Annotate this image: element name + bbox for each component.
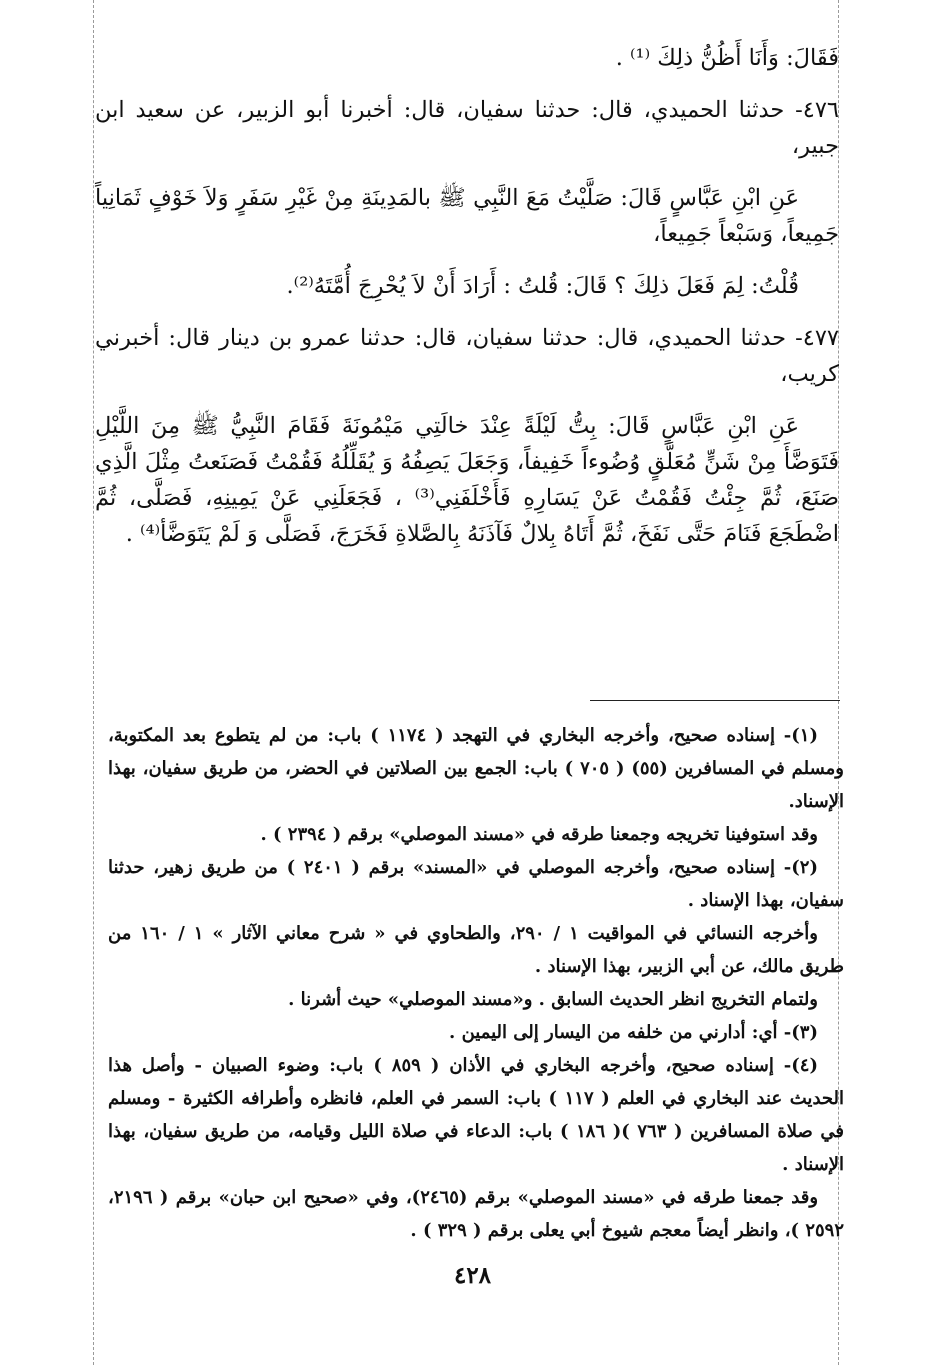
hadith-476-matn: عَنِ ابْنِ عَبَّاسٍ قَالَ: صَلَّيْتُ مَعَ النَّبِي ﷺ بالمَدِينَةِ مِنْ غَيْرِ سَفَرٍ وَلاَ خَوْفٍ ثَمَانِياً جَمِيعاً، وَسَبْعاً جَمِيعاً،: [95, 185, 839, 247]
footnote-2-extra: وأخرجه النسائي في المواقيت ١ / ٢٩٠، والطحاوي في « شرح معاني الآثار » ١ / ١٦٠ من طريق مالك، عن أبي الزبير، بهذا الإسناد .: [108, 923, 844, 977]
hadith-475-ending: فَقَالَ: وَأَنَا أَظُنُّ ذلِكَ ⁽¹⁾ .: [615, 45, 839, 71]
hadith-477-isnad: ٤٧٧- حدثنا الحميدي، قال: حدثنا سفيان، قال: حدثنا عمرو بن دينار قال: أخبرني كريب،: [95, 325, 839, 387]
hadith-477-matn: عَنِ ابْنِ عَبَّاسٍ قَالَ: بِتُّ لَيْلَةً عِنْدَ خالَتِي مَيْمُونَةَ فَقَامَ النَّبِيُّ ﷺ مِنَ اللَّيْلِ فَتَوَضَّأَ مِنْ شَنٍّ مُعَلَّقٍ وُضُوءاً خَفِيفاً، وَجَعَلَ يَصِفُهُ وَ يُقَلِّلُهُ فَقُمْتُ فَصَنَعتُ مِثْلَ الَّذِي صَنَعَ، ثُمَّ جِئْتُ فَقُمْتُ عَنْ يَسَارِهِ فَأَخْلَفَنِي⁽³⁾ ، فَجَعَلَنِي عَنْ يَمِينِهِ، فَصَلَّى، ثُمَّ اضْطَجَعَ فَنَامَ حَتَّى نَفَخَ، ثُمَّ أَتَاهُ بِلالٌ فَآذَنَهُ بِالصَّلاةِ فَخَرَجَ، فَصَلَّى وَ لَمْ يَتَوَضَّأ⁽⁴⁾ .: [95, 413, 839, 547]
footnote-2-note: ولتمام التخريج انظر الحديث السابق . و«مسند الموصلي» حيث أشرنا .: [288, 989, 818, 1010]
hadith-476-isnad: ٤٧٦- حدثنا الحميدي، قال: حدثنا سفيان، قال: أخبرنا أبو الزبير، عن سعيد ابن جبير،: [95, 97, 839, 159]
footnote-1: (١)- إسناده صحيح، وأخرجه البخاري في التهجد ( ١١٧٤ ) باب: من لم يتطوع بعد المكتوبة، ومسلم في المسافرين (٥٥) ( ٧٠٥ ) باب: الجمع بين الصلاتين في الحضر، من طريق سفيان، بهذا الإسناد.: [108, 725, 844, 812]
footnote-1-extra: وقد استوفينا تخريجه وجمعنا طرقه في «مسند الموصلي» برقم ( ٢٣٩٤ ) .: [260, 824, 818, 845]
footnotes: [108, 719, 844, 1247]
page-body: [95, 40, 839, 552]
footnote-3: (٣)- أي: أدارني من خلفه من اليسار إلى اليمين .: [449, 1022, 818, 1043]
footnote-separator: [590, 700, 840, 701]
footnote-4-extra: وقد جمعنا طرقه في «مسند الموصلي» برقم (٢٤٦٥)، وفي «صحيح ابن حبان» برقم ( ٢١٩٦، ٢٥٩٢ )، وانظر أيضاً معجم شيوخ أبي يعلى برقم ( ٣٢٩ ) .: [108, 1187, 844, 1241]
hadith-476-question: قُلْتُ: لِمَ فَعَلَ ذلِكَ ؟ قَالَ: قُلتُ : أَرَادَ أَنْ لاَ يُحْرِجَ أُمَّتَهُ⁽²⁾.: [286, 273, 799, 299]
page-number: ٤٢٨: [453, 1262, 492, 1289]
footnote-2: (٢)- إسناده صحيح، وأخرجه الموصلي في «المسند» برقم ( ٢٤٠١ ) من طريق زهير، حدثنا سفيان، بهذا الإسناد .: [108, 857, 844, 911]
main-text: [95, 40, 839, 552]
left-margin-guide: [93, 0, 94, 1365]
footnote-4: (٤)- إسناده صحيح، وأخرجه البخاري في الأذان ( ٨٥٩ ) باب: وضوء الصبيان - وأصل هذا الحديث عند البخاري في العلم ( ١١٧ ) باب: السمر في العلم، فانظره وأطرافه الكثيرة - ومسلم في صلاة المسافرين ( ٧٦٣ )( ١٨٦ ) باب: الدعاء في صلاة الليل وقيامه، من طريق سفيان، بهذا الإسناد .: [108, 1055, 844, 1175]
